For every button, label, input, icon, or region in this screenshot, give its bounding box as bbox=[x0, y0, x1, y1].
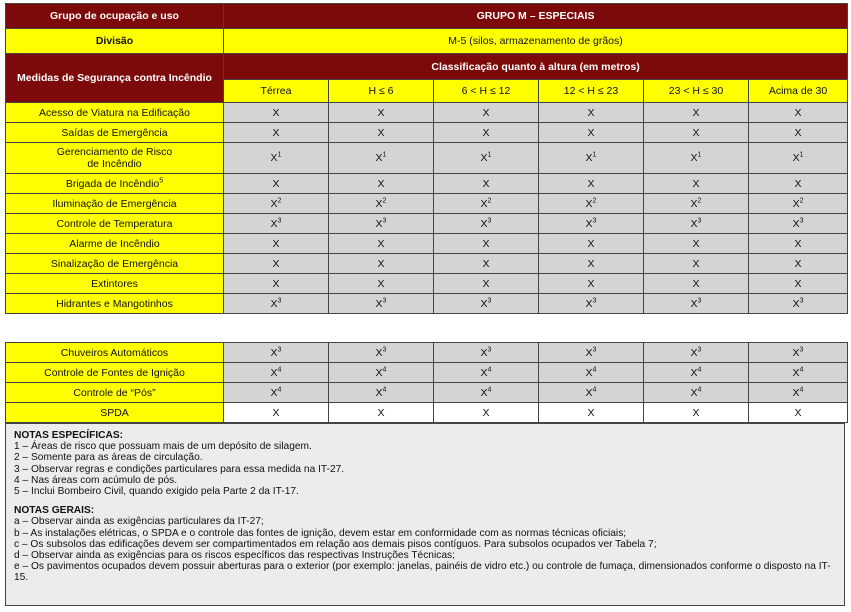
requirement-mark: X bbox=[690, 386, 698, 399]
requirement-mark: X bbox=[794, 126, 802, 139]
note-ref: 3 bbox=[487, 217, 492, 224]
requirement-cell bbox=[329, 174, 434, 194]
measure-label-text: Controle de Fontes de Ignição bbox=[44, 366, 185, 379]
requirement-mark: X bbox=[377, 237, 385, 250]
requirement-cell bbox=[749, 363, 848, 383]
requirement-mark: X bbox=[377, 177, 385, 190]
note-ref: 2 bbox=[487, 197, 492, 204]
medidas-label: Medidas de Segurança contra Incêndio bbox=[6, 54, 224, 103]
requirement-cell bbox=[539, 363, 644, 383]
note-ref: 4 bbox=[487, 386, 492, 393]
column-header: H ≤ 6 bbox=[329, 80, 434, 103]
requirement-cell bbox=[434, 123, 539, 143]
requirement-cell bbox=[539, 234, 644, 254]
measure-label-text: Brigada de Incêndio bbox=[65, 177, 160, 190]
requirement-mark: X bbox=[794, 406, 802, 419]
requirement-mark: X bbox=[690, 217, 698, 230]
note-ref: 1 bbox=[697, 151, 702, 159]
note-ref: 4 bbox=[487, 366, 492, 373]
requirement-mark: X bbox=[375, 297, 383, 310]
requirement-mark: X bbox=[794, 177, 802, 190]
requirement-cell bbox=[539, 103, 644, 123]
measure-label bbox=[6, 363, 224, 383]
requirement-cell bbox=[539, 254, 644, 274]
note-ref: 4 bbox=[382, 366, 387, 373]
requirement-mark: X bbox=[480, 197, 488, 210]
requirement-mark: X bbox=[272, 406, 280, 419]
requirement-cell bbox=[329, 274, 434, 294]
note-ref: 3 bbox=[799, 346, 804, 353]
requirement-mark: X bbox=[692, 126, 700, 139]
requirement-cell bbox=[329, 343, 434, 363]
note-ref: 1 bbox=[592, 151, 597, 159]
measure-label bbox=[6, 194, 224, 214]
note-ref: 1 bbox=[277, 151, 282, 159]
requirement-cell bbox=[224, 403, 329, 423]
note-ref: 2 bbox=[277, 197, 282, 204]
requirement-cell bbox=[224, 214, 329, 234]
requirement-cell bbox=[434, 143, 539, 174]
requirement-mark: X bbox=[272, 237, 280, 250]
note-ref: 3 bbox=[592, 297, 597, 304]
note-ref: 1 bbox=[487, 151, 492, 159]
table-row bbox=[6, 254, 848, 274]
requirement-mark: X bbox=[585, 197, 593, 210]
requirement-cell bbox=[539, 214, 644, 234]
requirement-mark: X bbox=[480, 346, 488, 359]
requirement-cell bbox=[434, 343, 539, 363]
requirement-cell bbox=[224, 294, 329, 314]
requirement-mark: X bbox=[375, 386, 383, 399]
requirement-mark: X bbox=[375, 346, 383, 359]
note-ref: 3 bbox=[277, 217, 282, 224]
note-ref: 4 bbox=[799, 366, 804, 373]
requirement-mark: X bbox=[272, 177, 280, 190]
table-row bbox=[6, 123, 848, 143]
note-ref: 1 bbox=[382, 151, 387, 159]
requirement-mark: X bbox=[480, 152, 488, 164]
requirement-mark: X bbox=[272, 257, 280, 270]
requirement-mark: X bbox=[587, 277, 595, 290]
requirement-cell bbox=[749, 123, 848, 143]
note-ref: 3 bbox=[487, 346, 492, 353]
measure-label bbox=[6, 343, 224, 363]
requirement-mark: X bbox=[792, 217, 800, 230]
note-item: b – As instalações elétricas, o SPDA e o controle das fontes de ignição, devem estar em conformidade com as normas técnicas oficiais; bbox=[14, 527, 627, 539]
requirement-cell bbox=[749, 143, 848, 174]
requirement-mark: X bbox=[690, 346, 698, 359]
requirement-mark: X bbox=[482, 406, 490, 419]
requirement-mark: X bbox=[692, 406, 700, 419]
requirement-cell bbox=[749, 274, 848, 294]
requirement-cell bbox=[224, 143, 329, 174]
note-item: 5 – Inclui Bombeiro Civil, quando exigido pela Parte 2 da IT-17. bbox=[14, 486, 299, 498]
requirement-cell bbox=[224, 234, 329, 254]
note-ref: 3 bbox=[697, 217, 702, 224]
requirement-mark: X bbox=[482, 277, 490, 290]
requirement-cell bbox=[434, 274, 539, 294]
requirement-mark: X bbox=[272, 126, 280, 139]
measure-label-line: de Incêndio bbox=[87, 158, 142, 170]
measure-label bbox=[6, 274, 224, 294]
requirement-cell bbox=[434, 403, 539, 423]
requirement-cell bbox=[539, 274, 644, 294]
table-row bbox=[6, 403, 848, 423]
requirement-mark: X bbox=[480, 386, 488, 399]
requirement-mark: X bbox=[377, 126, 385, 139]
requirement-cell bbox=[644, 403, 749, 423]
requirement-mark: X bbox=[270, 197, 278, 210]
note-item: e – Os pavimentos ocupados devem possuir aberturas para o exterior (por exemplo: janelas, painéis de vidro etc.) ou controle de fumaça, dimensionados conforme o disposto na IT-15. bbox=[14, 561, 831, 584]
measure-label-text: Hidrantes e Mangotinhos bbox=[56, 297, 173, 310]
table-row bbox=[6, 103, 848, 123]
note-ref: 5 bbox=[159, 177, 164, 184]
requirement-mark: X bbox=[585, 366, 593, 379]
column-header: 12 < H ≤ 23 bbox=[539, 80, 644, 103]
requirement-cell bbox=[749, 383, 848, 403]
requirement-cell bbox=[329, 234, 434, 254]
requirement-mark: X bbox=[792, 197, 800, 210]
note-ref: 4 bbox=[697, 366, 702, 373]
requirement-cell bbox=[224, 254, 329, 274]
requirement-mark: X bbox=[375, 366, 383, 379]
note-ref: 3 bbox=[799, 217, 804, 224]
note-item: 2 – Somente para as áreas de circulação. bbox=[14, 452, 203, 464]
measure-label bbox=[6, 234, 224, 254]
requirement-cell bbox=[224, 174, 329, 194]
requirement-cell bbox=[644, 234, 749, 254]
classificacao-label: Classificação quanto à altura (em metros) bbox=[224, 54, 848, 80]
requirement-cell bbox=[644, 343, 749, 363]
requirement-cell bbox=[644, 383, 749, 403]
requirement-cell bbox=[539, 194, 644, 214]
requirement-mark: X bbox=[692, 106, 700, 119]
requirement-mark: X bbox=[270, 346, 278, 359]
requirement-cell bbox=[644, 254, 749, 274]
table-row bbox=[6, 143, 848, 174]
requirement-cell bbox=[329, 143, 434, 174]
requirement-mark: X bbox=[272, 277, 280, 290]
requirement-mark: X bbox=[587, 237, 595, 250]
note-ref: 3 bbox=[277, 346, 282, 353]
requirement-cell bbox=[434, 254, 539, 274]
requirement-cell bbox=[434, 103, 539, 123]
requirement-mark: X bbox=[270, 217, 278, 230]
measure-label-text: Saídas de Emergência bbox=[61, 126, 168, 139]
requirement-mark: X bbox=[270, 297, 278, 310]
requirement-mark: X bbox=[587, 106, 595, 119]
requirement-mark: X bbox=[482, 257, 490, 270]
requirement-mark: X bbox=[482, 177, 490, 190]
measure-label bbox=[6, 174, 224, 194]
requirement-cell bbox=[644, 194, 749, 214]
requirement-cell bbox=[434, 214, 539, 234]
requirement-cell bbox=[749, 103, 848, 123]
requirement-cell bbox=[329, 103, 434, 123]
measure-label bbox=[6, 403, 224, 423]
requirement-mark: X bbox=[377, 406, 385, 419]
requirement-mark: X bbox=[794, 257, 802, 270]
requirement-cell bbox=[644, 123, 749, 143]
note-ref: 2 bbox=[799, 197, 804, 204]
note-ref: 3 bbox=[487, 297, 492, 304]
requirement-cell bbox=[434, 363, 539, 383]
measure-label bbox=[6, 214, 224, 234]
note-ref: 3 bbox=[277, 297, 282, 304]
table-row bbox=[6, 294, 848, 314]
table-row bbox=[6, 383, 848, 403]
note-ref: 3 bbox=[697, 297, 702, 304]
requirement-cell bbox=[644, 363, 749, 383]
requirement-mark: X bbox=[587, 257, 595, 270]
requirement-cell bbox=[539, 123, 644, 143]
note-ref: 2 bbox=[382, 197, 387, 204]
requirement-mark: X bbox=[794, 106, 802, 119]
grupo-value: GRUPO M – ESPECIAIS bbox=[224, 4, 848, 29]
requirement-cell bbox=[224, 103, 329, 123]
requirement-cell bbox=[224, 194, 329, 214]
requirement-mark: X bbox=[377, 277, 385, 290]
requirement-mark: X bbox=[377, 106, 385, 119]
measure-label-text: Chuveiros Automáticos bbox=[60, 346, 169, 359]
requirement-cell bbox=[539, 403, 644, 423]
requirement-mark: X bbox=[482, 126, 490, 139]
requirement-cell bbox=[749, 194, 848, 214]
requirement-mark: X bbox=[690, 152, 698, 164]
note-item: 4 – Nas áreas com acúmulo de pós. bbox=[14, 474, 178, 486]
requirements-table-2 bbox=[5, 342, 848, 423]
measure-label-text: Sinalização de Emergência bbox=[50, 257, 179, 270]
requirement-mark: X bbox=[480, 217, 488, 230]
measure-label bbox=[6, 294, 224, 314]
requirement-cell bbox=[539, 174, 644, 194]
note-ref: 3 bbox=[592, 217, 597, 224]
requirement-mark: X bbox=[792, 366, 800, 379]
measure-label bbox=[6, 383, 224, 403]
note-item: 3 – Observar regras e condições particulares para essa medida na IT-27. bbox=[14, 463, 345, 475]
note-item: a – Observar ainda as exigências particulares da IT-27; bbox=[14, 516, 264, 528]
table-row bbox=[6, 174, 848, 194]
note-item: d – Observar ainda as exigências para os riscos específicos das respectivas Instruções Técnicas; bbox=[14, 550, 455, 562]
note-ref: 4 bbox=[277, 386, 282, 393]
note-ref: 2 bbox=[592, 197, 597, 204]
requirement-mark: X bbox=[692, 177, 700, 190]
requirement-mark: X bbox=[792, 297, 800, 310]
requirement-mark: X bbox=[375, 152, 383, 164]
requirement-mark: X bbox=[690, 197, 698, 210]
requirement-cell bbox=[644, 274, 749, 294]
requirement-mark: X bbox=[377, 257, 385, 270]
requirement-mark: X bbox=[690, 366, 698, 379]
requirement-mark: X bbox=[375, 197, 383, 210]
requirement-mark: X bbox=[692, 257, 700, 270]
requirements-table bbox=[5, 3, 848, 314]
requirement-cell bbox=[434, 194, 539, 214]
requirement-mark: X bbox=[375, 217, 383, 230]
note-ref: 3 bbox=[592, 346, 597, 353]
requirement-cell bbox=[749, 214, 848, 234]
requirement-mark: X bbox=[585, 297, 593, 310]
requirement-mark: X bbox=[482, 237, 490, 250]
requirement-cell bbox=[329, 363, 434, 383]
requirement-mark: X bbox=[482, 106, 490, 119]
notes-box bbox=[5, 423, 845, 606]
note-ref: 3 bbox=[382, 346, 387, 353]
requirement-mark: X bbox=[587, 177, 595, 190]
requirement-cell bbox=[329, 403, 434, 423]
note-item: 1 – Áreas de risco que possuam mais de um depósito de silagem. bbox=[14, 441, 312, 453]
requirement-mark: X bbox=[690, 297, 698, 310]
note-ref: 4 bbox=[277, 366, 282, 373]
requirement-cell bbox=[329, 294, 434, 314]
requirement-cell bbox=[644, 174, 749, 194]
note-ref: 3 bbox=[697, 346, 702, 353]
requirement-mark: X bbox=[270, 386, 278, 399]
divisao-label: Divisão bbox=[6, 29, 224, 54]
requirement-cell bbox=[329, 214, 434, 234]
note-item: c – Os subsolos das edificações devem ser compartimentados em relação aos demais pisos contíguos. Para subsolos ocupados ver Tabela 7; bbox=[14, 538, 657, 550]
requirement-mark: X bbox=[692, 277, 700, 290]
requirement-mark: X bbox=[270, 152, 278, 164]
measure-label bbox=[6, 123, 224, 143]
requirement-cell bbox=[644, 294, 749, 314]
requirement-mark: X bbox=[480, 366, 488, 379]
requirement-cell bbox=[224, 343, 329, 363]
requirement-cell bbox=[224, 274, 329, 294]
notes-gerais-title: NOTAS GERAIS: bbox=[14, 505, 95, 517]
requirement-mark: X bbox=[585, 386, 593, 399]
requirement-mark: X bbox=[794, 277, 802, 290]
note-ref: 2 bbox=[697, 197, 702, 204]
requirement-mark: X bbox=[792, 346, 800, 359]
table-row bbox=[6, 274, 848, 294]
column-header: Térrea bbox=[224, 80, 329, 103]
requirement-cell bbox=[329, 123, 434, 143]
measure-label-text: Controle de “Pós” bbox=[73, 386, 156, 399]
requirement-cell bbox=[434, 234, 539, 254]
measure-label-line: Gerenciamento de Risco bbox=[56, 146, 173, 158]
requirement-mark: X bbox=[692, 237, 700, 250]
requirement-cell bbox=[749, 254, 848, 274]
requirement-cell bbox=[329, 194, 434, 214]
requirement-cell bbox=[749, 343, 848, 363]
measure-label-text: Controle de Temperatura bbox=[56, 217, 173, 230]
measure-label bbox=[6, 103, 224, 123]
column-header: Acima de 30 bbox=[749, 80, 848, 103]
requirement-cell bbox=[749, 174, 848, 194]
column-header: 23 < H ≤ 30 bbox=[644, 80, 749, 103]
note-ref: 1 bbox=[799, 151, 804, 159]
note-ref: 4 bbox=[697, 386, 702, 393]
notes-especificas-title: NOTAS ESPECÍFICAS: bbox=[14, 430, 124, 441]
grupo-label: Grupo de ocupação e uso bbox=[6, 4, 224, 29]
requirement-cell bbox=[644, 103, 749, 123]
note-ref: 3 bbox=[382, 217, 387, 224]
measure-label bbox=[6, 143, 224, 174]
requirement-cell bbox=[329, 383, 434, 403]
measure-label-text: Extintores bbox=[91, 277, 138, 290]
requirement-mark: X bbox=[585, 346, 593, 359]
note-ref: 4 bbox=[592, 366, 597, 373]
divisao-value: M-5 (silos, armazenamento de grãos) bbox=[224, 29, 848, 54]
requirement-cell bbox=[539, 383, 644, 403]
requirement-cell bbox=[329, 254, 434, 274]
requirement-cell bbox=[224, 123, 329, 143]
table-row bbox=[6, 194, 848, 214]
requirement-mark: X bbox=[792, 152, 800, 164]
note-ref: 4 bbox=[382, 386, 387, 393]
requirement-cell bbox=[749, 234, 848, 254]
requirement-cell bbox=[434, 383, 539, 403]
requirement-mark: X bbox=[272, 106, 280, 119]
table-row bbox=[6, 343, 848, 363]
table-row bbox=[6, 234, 848, 254]
requirement-mark: X bbox=[585, 217, 593, 230]
requirement-cell bbox=[224, 363, 329, 383]
requirement-cell bbox=[434, 174, 539, 194]
note-ref: 4 bbox=[592, 386, 597, 393]
requirement-cell bbox=[539, 143, 644, 174]
requirement-mark: X bbox=[794, 237, 802, 250]
requirement-cell bbox=[749, 294, 848, 314]
column-header: 6 < H ≤ 12 bbox=[434, 80, 539, 103]
requirement-mark: X bbox=[270, 366, 278, 379]
requirement-mark: X bbox=[587, 406, 595, 419]
measure-label-text: Alarme de Incêndio bbox=[69, 237, 160, 250]
requirement-cell bbox=[539, 294, 644, 314]
requirement-cell bbox=[644, 214, 749, 234]
table-row bbox=[6, 363, 848, 383]
requirement-cell bbox=[539, 343, 644, 363]
measure-label-text: Acesso de Viatura na Edificação bbox=[39, 106, 190, 119]
requirement-mark: X bbox=[792, 386, 800, 399]
note-ref: 3 bbox=[799, 297, 804, 304]
table-row bbox=[6, 214, 848, 234]
measure-label bbox=[6, 254, 224, 274]
requirement-cell bbox=[644, 143, 749, 174]
requirement-mark: X bbox=[585, 152, 593, 164]
requirement-mark: X bbox=[587, 126, 595, 139]
requirement-cell bbox=[749, 403, 848, 423]
requirement-cell bbox=[224, 383, 329, 403]
measure-label-text: Iluminação de Emergência bbox=[52, 197, 177, 210]
note-ref: 3 bbox=[382, 297, 387, 304]
note-ref: 4 bbox=[799, 386, 804, 393]
requirement-cell bbox=[434, 294, 539, 314]
measure-label-text: SPDA bbox=[100, 406, 129, 419]
requirement-mark: X bbox=[480, 297, 488, 310]
